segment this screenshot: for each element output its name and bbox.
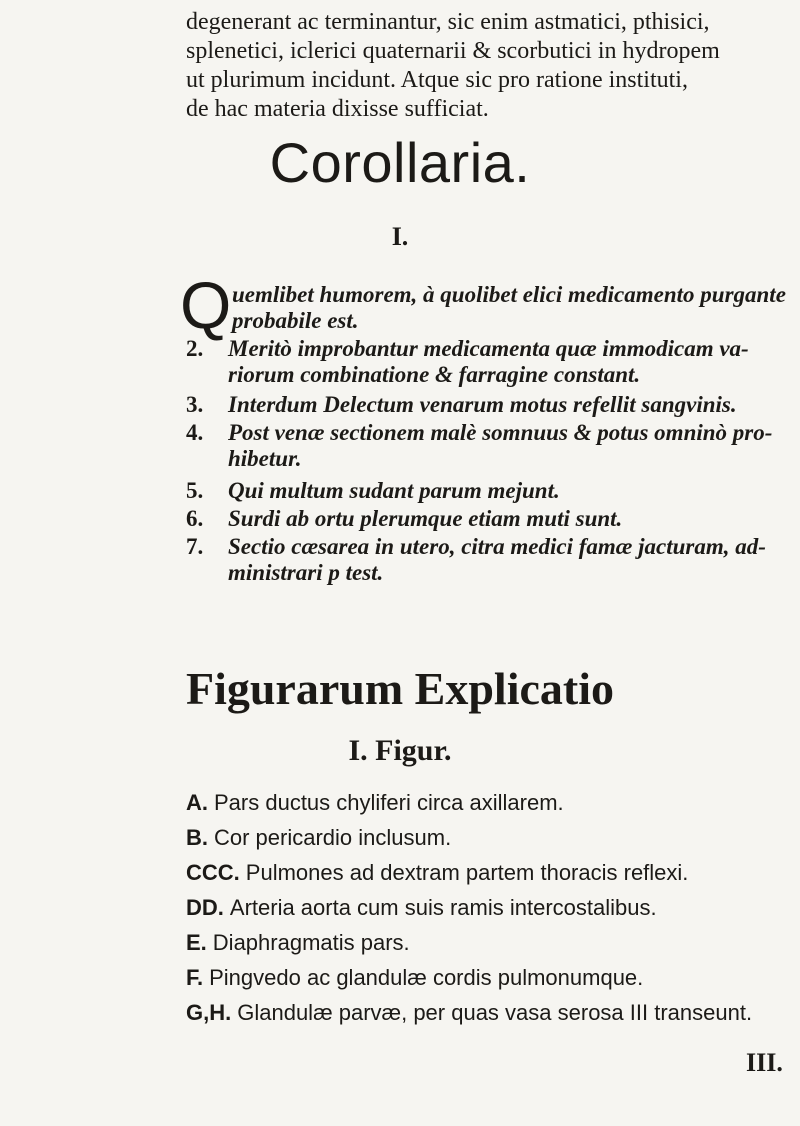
corollary-line: uemlibet humorem, à quolibet elici medicamento purgante — [232, 282, 786, 307]
catchword: III. — [746, 1048, 783, 1077]
legend-item-f — [186, 965, 796, 991]
corollary-line: Sectio cæsarea in utero, citra medici famæ jacturam, ad- — [228, 534, 766, 559]
legend-text: Glandulæ parvæ, per quas vasa serosa III transeunt. — [237, 1000, 753, 1025]
intro-line: splenetici, iclerici quaternarii & scorbutici in hydropem — [186, 38, 720, 64]
corollary-number: 3. — [186, 392, 204, 417]
corollary-line: Interdum Delectum venarum motus refellit sangvinis. — [228, 392, 737, 417]
legend-key: CCC. — [186, 860, 240, 885]
legend-key: B. — [186, 825, 208, 850]
legend-text: Cor pericardio inclusum. — [214, 825, 452, 850]
legend-item-b — [186, 825, 796, 851]
legend-text: Diaphragmatis pars. — [212, 930, 410, 955]
corollary-numeral: I. — [391, 222, 409, 251]
legend-item-e — [186, 930, 796, 956]
corollary-line: Post venæ sectionem malè somnuus & potus omninò pro- — [228, 420, 773, 445]
intro-line: degenerant ac terminantur, sic enim astmatici, pthisici, — [186, 9, 710, 35]
legend-key: F. — [186, 965, 204, 990]
intro-line: ut plurimum incidunt. Atque sic pro ratione instituti, — [186, 67, 688, 93]
legend-key: A. — [186, 790, 208, 815]
figure-subheading: I. Figur. — [348, 734, 452, 767]
corollary-line: riorum combinatione & farragine constant. — [228, 362, 641, 387]
corollary-number: 5. — [186, 478, 204, 503]
figures-heading: Figurarum Explicatio — [185, 663, 615, 714]
corollary-line: hibetur. — [228, 446, 302, 471]
corollary-line: ministrari p test. — [228, 560, 384, 585]
corollary-number: 6. — [186, 506, 204, 531]
corollary-line: Surdi ab ortu plerumque etiam muti sunt. — [228, 506, 623, 531]
intro-line: de hac materia dixisse sufficiat. — [186, 96, 489, 122]
legend-item-ccc — [186, 860, 796, 886]
legend-text: Pars ductus chyliferi circa axillarem. — [214, 790, 564, 815]
drop-cap: Q — [180, 268, 232, 342]
corollary-number: 7. — [186, 534, 204, 559]
intro-paragraph — [186, 8, 786, 124]
corollary-number: 2. — [186, 336, 204, 361]
legend-text: Pingvedo ac glandulæ cordis pulmonumque. — [209, 965, 644, 990]
corollary-line: Meritò improbantur medicamenta quæ immodicam va- — [228, 336, 749, 361]
legend-item-dd — [186, 895, 796, 921]
corollaria-heading: Corollaria. — [269, 131, 531, 194]
legend-item-gh — [186, 1000, 796, 1026]
legend-text: Arteria aorta cum suis ramis intercostalibus. — [229, 895, 657, 920]
corollary-line: Qui multum sudant parum mejunt. — [228, 478, 560, 503]
corollary-number: 4. — [186, 420, 204, 445]
legend-text: Pulmones ad dextram partem thoracis reflexi. — [245, 860, 689, 885]
corollary-line: probabile est. — [232, 308, 359, 333]
legend-item-a — [186, 790, 796, 816]
legend-key: G,H. — [186, 1000, 232, 1025]
legend-key: DD. — [186, 895, 224, 920]
legend-key: E. — [186, 930, 207, 955]
